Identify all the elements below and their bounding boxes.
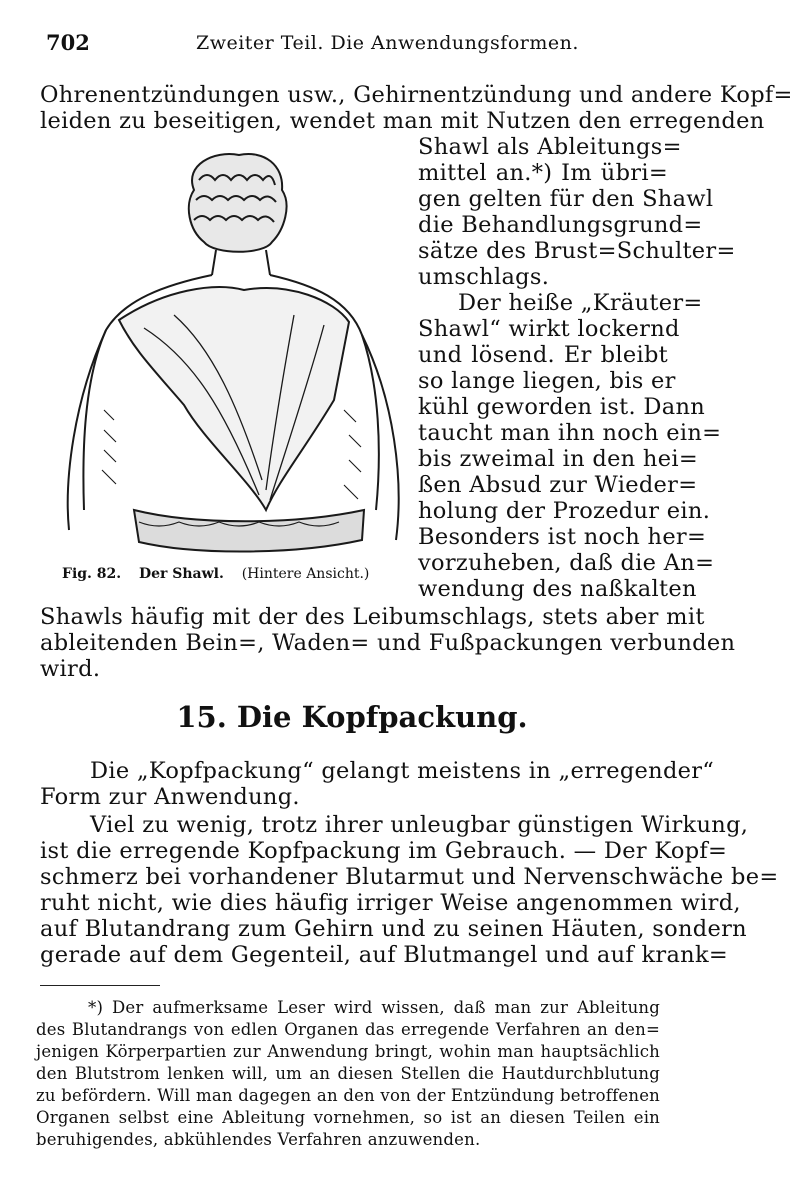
section-heading: 15. Die Kopfpackung. <box>176 700 528 734</box>
section-line: Die „Kopfpackung“ gelangt meistens in „erregender“ <box>90 758 715 784</box>
footnote-line: des Blutandrangs von edlen Organen das erregende Verfahren an den= <box>36 1020 660 1039</box>
column-line: und lösend. Er bleibt <box>418 342 668 368</box>
column-line: vorzuheben, daß die An= <box>418 550 715 576</box>
section-line: gerade auf dem Gegenteil, auf Blutmangel und auf krank= <box>40 942 729 968</box>
figure-title: Der Shawl. <box>138 566 224 582</box>
column-line: Shawl“ wirkt lockernd <box>418 316 680 342</box>
section-line: Form zur Anwendung. <box>40 784 300 810</box>
footnote-separator <box>40 985 160 986</box>
body-line: Ohrenentzündungen usw., Gehirnentzündung und andere Kopf= <box>40 82 793 108</box>
footnote-line: zu befördern. Will man dagegen an den von der Entzündung betroffenen <box>36 1086 660 1105</box>
column-line: mittel an.*) Im übri= <box>418 160 668 186</box>
column-line: holung der Prozedur ein. <box>418 498 711 524</box>
footnote-line: den Blutstrom lenken will, um an diesen Stellen die Hautdurchblutung <box>36 1064 660 1083</box>
column-line: Der heiße „Kräuter= <box>458 290 703 316</box>
body-line: leiden zu beseitigen, wendet man mit Nutzen den erregenden <box>40 108 765 134</box>
section-line: auf Blutandrang zum Gehirn und zu seinen Häuten, sondern <box>40 916 747 942</box>
column-line: Besonders ist noch her= <box>418 524 707 550</box>
column-line: ßen Absud zur Wieder= <box>418 472 698 498</box>
section-line: ist die erregende Kopfpackung im Gebrauch. — Der Kopf= <box>40 838 728 864</box>
footnote-line: beruhigendes, abkühlendes Verfahren anzuwenden. <box>36 1130 481 1149</box>
column-line: Shawl als Ableitungs= <box>418 134 682 160</box>
section-line: Viel zu wenig, trotz ihrer unleugbar günstigen Wirkung, <box>90 812 749 838</box>
section-line: ruht nicht, wie dies häufig irriger Weise angenommen wird, <box>40 890 741 916</box>
column-line: die Behandlungsgrund= <box>418 212 703 238</box>
footnote-line: Organen selbst eine Ableitung vornehmen, so ist an diesen Teilen ein <box>36 1108 660 1127</box>
page-number: 702 <box>46 30 90 55</box>
running-title: Zweiter Teil. Die Anwendungsformen. <box>196 32 579 54</box>
column-line: bis zweimal in den hei= <box>418 446 698 472</box>
footnote-line: *) Der aufmerksame Leser wird wissen, daß man zur Ableitung <box>88 998 660 1017</box>
figure-note: (Hintere Ansicht.) <box>241 566 370 582</box>
figure-shawl-back-view <box>44 150 410 570</box>
figure-caption <box>62 566 369 582</box>
footnote-line: jenigen Körperpartien zur Anwendung bringt, wohin man hauptsächlich <box>36 1042 660 1061</box>
body-line: ableitenden Bein=, Waden= und Fußpackungen verbunden <box>40 630 736 656</box>
body-line: wird. <box>40 656 101 682</box>
figure-label: Fig. 82. <box>62 566 122 582</box>
body-line: Shawls häufig mit der des Leibumschlags, stets aber mit <box>40 604 705 630</box>
column-line: taucht man ihn noch ein= <box>418 420 722 446</box>
section-line: schmerz bei vorhandener Blutarmut und Nervenschwäche be= <box>40 864 779 890</box>
column-line: wendung des naßkalten <box>418 576 697 602</box>
column-line: kühl geworden ist. Dann <box>418 394 706 420</box>
column-line: gen gelten für den Shawl <box>418 186 714 212</box>
column-line: umschlags. <box>418 264 550 290</box>
column-line: sätze des Brust=Schulter= <box>418 238 736 264</box>
column-line: so lange liegen, bis er <box>418 368 676 394</box>
page-header <box>46 30 664 60</box>
